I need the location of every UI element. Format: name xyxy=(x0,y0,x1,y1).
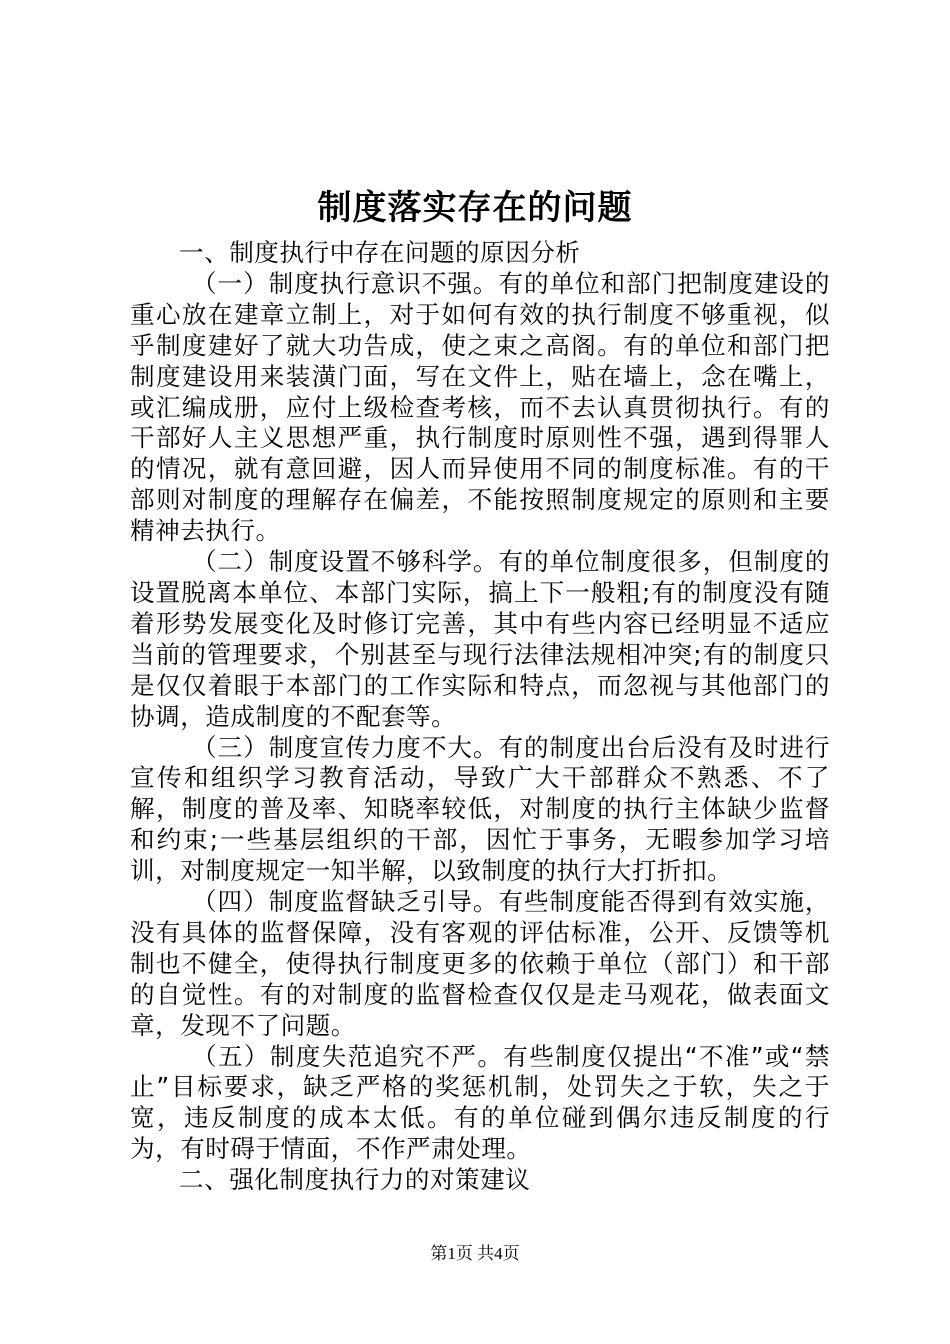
paragraph-4: （四）制度监督缺乏引导。有些制度能否得到有效实施，没有具体的监督保障，没有客观的评估标准，公开、反馈等机制也不健全，使得执行制度更多的依赖于单位（部门）和干部的自觉性。有的对制度的监督检查仅仅是走马观花，做表面文章，发现不了问题。 xyxy=(130,887,830,1040)
section-heading-1: 一、制度执行中存在问题的原因分析 xyxy=(179,238,581,267)
document-title: 制度落实存在的问题 xyxy=(317,188,633,228)
document-body xyxy=(130,238,830,1196)
page-number-footer: 第1页 共4页 xyxy=(430,1244,520,1263)
section-heading-2: 二、强化制度执行力的对策建议 xyxy=(179,1165,531,1195)
paragraph-1: （一）制度执行意识不强。有的单位和部门把制度建设的重心放在建章立制上，对于如何有效的执行制度不够重视，似乎制度建好了就大功告成，使之束之高阁。有的单位和部门把制度建设用来装潢门面，写在文件上，贴在墙上，念在嘴上，或汇编成册，应付上级检查考核，而不去认真贯彻执行。有的干部好人主义思想严重，执行制度时原则性不强，遇到得罪人的情况，就有意回避，因人而异使用不同的制度标准。有的干部则对制度的理解存在偏差，不能按照制度规定的原则和主要精神去执行。 xyxy=(130,268,830,546)
paragraph-5: （五）制度失范追究不严。有些制度仅提出“不准”或“禁止”目标要求，缺乏严格的奖惩机制，处罚失之于软，失之于宽，违反制度的成本太低。有的单位碰到偶尔违反制度的行为，有时碍于情面，不作严肃处理。 xyxy=(130,1041,830,1164)
paragraph-3: （三）制度宣传力度不大。有的制度出台后没有及时进行宣传和组织学习教育活动，导致广大干部群众不熟悉、不了解，制度的普及率、知晓率较低，对制度的执行主体缺少监督和约束;一些基层组织的干部，因忙于事务，无暇参加学习培训，对制度规定一知半解，以致制度的执行大打折扣。 xyxy=(130,732,830,886)
paragraph-2: （二）制度设置不够科学。有的单位制度很多，但制度的设置脱离本单位、本部门实际，搞上下一般粗;有的制度没有随着形势发展变化及时修订完善，其中有些内容已经明显不适应当前的管理要求，个别甚至与现行法律法规相冲突;有的制度只是仅仅着眼于本部门的工作实际和特点，而忽视与其他部门的协调，造成制度的不配套等。 xyxy=(130,547,830,731)
